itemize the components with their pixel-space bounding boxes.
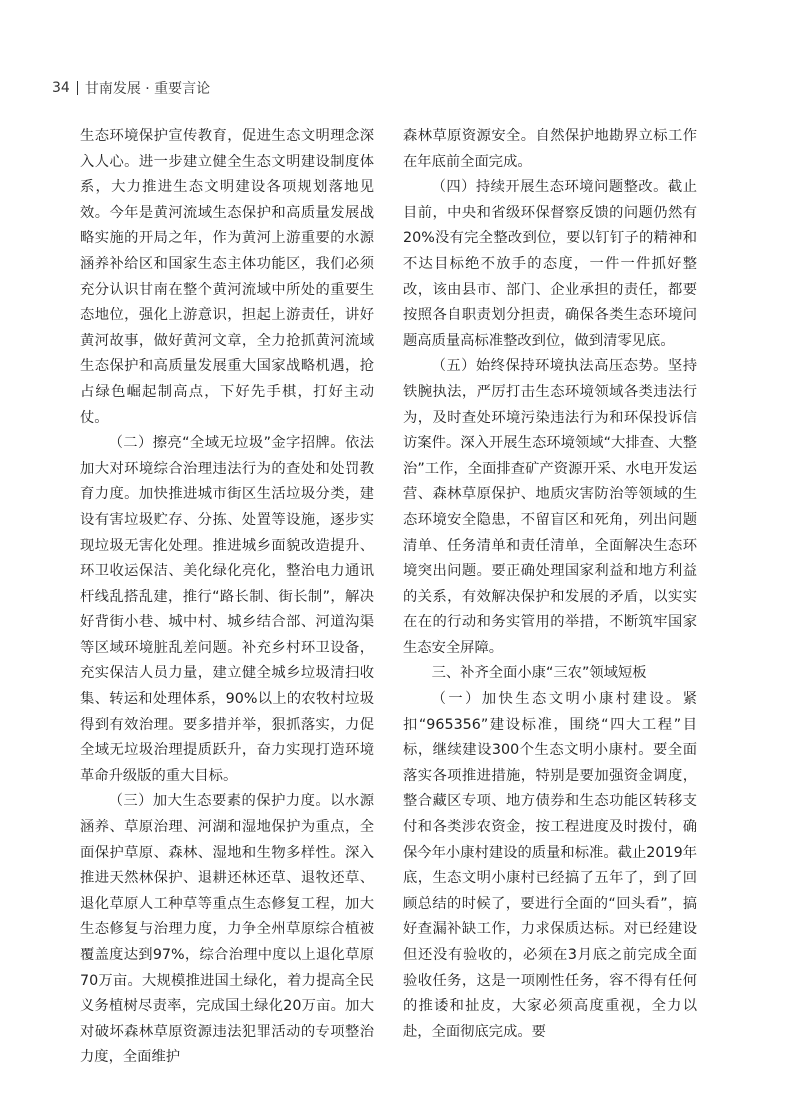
page-number: 34 [52, 80, 70, 96]
paragraph-law-enforcement: （五）始终保持环境执法高压态势。坚持铁腕执法，严厉打击生态环境领域各类违法行为，及时查处环境污染违法行为和环保投诉信访案件。深入开展生态环境领域“大排查、大整治”工作，全面排查矿产资源开采、水电开发运营、森林草原保护、地质灾害防治等领域的生态环境安全隐患，不留盲区和死角，列出问题清单、任务清单和责任清单，全面解决生态环境突出问题。要正确处理国家利益和地方利益的关系，有效解决保护和发展的矛盾，以实实在在的行动和务实管用的举措，不断筑牢国家生态安全屏障。 [403, 358, 697, 656]
right-column [403, 124, 697, 1045]
header-divider [77, 81, 78, 95]
paragraph-zero-waste: （二）擦亮“全域无垃圾”金字招牌。依法加大对环境综合治理违法行为的查处和处罚教育力度。加快推进城市街区生活垃圾分类，建设有害垃圾贮存、分拣、处置等设施，逐步实现垃圾无害化处理。推进城乡面貌改造提升、环卫收运保洁、美化绿化亮化，整治电力通讯杆线乱搭乱建，推行“路长制、街长制”，解决好背街小巷、城中村、城乡结合部、河道沟渠等区域环境脏乱差问题。补充乡村环卫设备，充实保洁人员力量，建立健全城乡垃圾清扫收集、转运和处理体系，90%以上的农牧村垃圾得到有效治理。要多措并举，狠抓落实，力促全域无垃圾治理提质跃升，奋力实现打造环境革命升级版的重大目标。 [80, 435, 374, 784]
paragraph-xiaokang-village: （一）加快生态文明小康村建设。紧扣“965356”建设标准，围绕“四大工程”目标，继续建设300个生态文明小康村。要全面落实各项推进措施，特别是要加强资金调度，整合藏区专项、地方债券和生态功能区转移支付和各类涉农资金，按工程进度及时拨付，确保今年小康村建设的质量和标准。截止2019年底，生态文明小康村已经搞了五年了，到了回顾总结的时候了，要进行全面的“回头看”，搞好查漏补缺工作，力求保质达标。对已经建设但还没有验收的，必须在3月底之前完成全面验收任务，这是一项刚性任务，容不得有任何的推诿和扯皮，大家必须高度重视，全力以赴，全面彻底完成。要 [403, 691, 697, 1040]
paragraph-continued-right: 森林草原资源安全。自然保护地勘界立标工作在年底前全面完成。 [403, 128, 697, 170]
paragraph-rectification: （四）持续开展生态环境问题整改。截止目前，中央和省级环保督察反馈的问题仍然有20%没有完全整改到位，要以钉钉子的精神和不达目标绝不放手的态度，一件一件抓好整改，该由县市、部门、企业承担的责任，都要按照各自职责划分担责，确保各类生态环境问题高质量高标准整改到位，做到清零见底。 [403, 179, 697, 349]
paragraph-ecological-protection: （三）加大生态要素的保护力度。以水源涵养、草原治理、河湖和湿地保护为重点，全面保护草原、森林、湿地和生物多样性。深入推进天然林保护、退耕还林还草、退牧还草、退化草原人工种草等重点生态修复工程，加大生态修复与治理力度，力争全州草原综合植被覆盖度达到97%，综合治理中度以上退化草原70万亩。大规模推进国土绿化，着力提高全民义务植树尽责率，完成国土绿化20万亩。加大对破坏森林草原资源违法犯罪活动的专项整治力度，全面维护 [80, 793, 374, 1066]
running-title: 甘南发展 · 重要言论 [84, 81, 211, 97]
left-column [80, 124, 374, 1071]
section-heading: 三、补齐全面小康“三农”领域短板 [431, 665, 647, 682]
paragraph-continued: 生态环境保护宣传教育，促进生态文明理念深入人心。进一步建立健全生态文明建设制度体系，大力推进生态文明建设各项规划落地见效。今年是黄河流域生态保护和高质量发展战略实施的开局之年，作为黄河上游重要的水源涵养补给区和国家生态主体功能区，我们必须充分认识甘南在整个黄河流域中所处的重要生态地位，强化上游意识，担起上游责任，讲好黄河故事，做好黄河文章，全力抢抓黄河流域生态保护和高质量发展重大国家战略机遇，抢占绿色崛起制高点，下好先手棋，打好主动仗。 [80, 128, 374, 426]
running-header [52, 78, 210, 98]
